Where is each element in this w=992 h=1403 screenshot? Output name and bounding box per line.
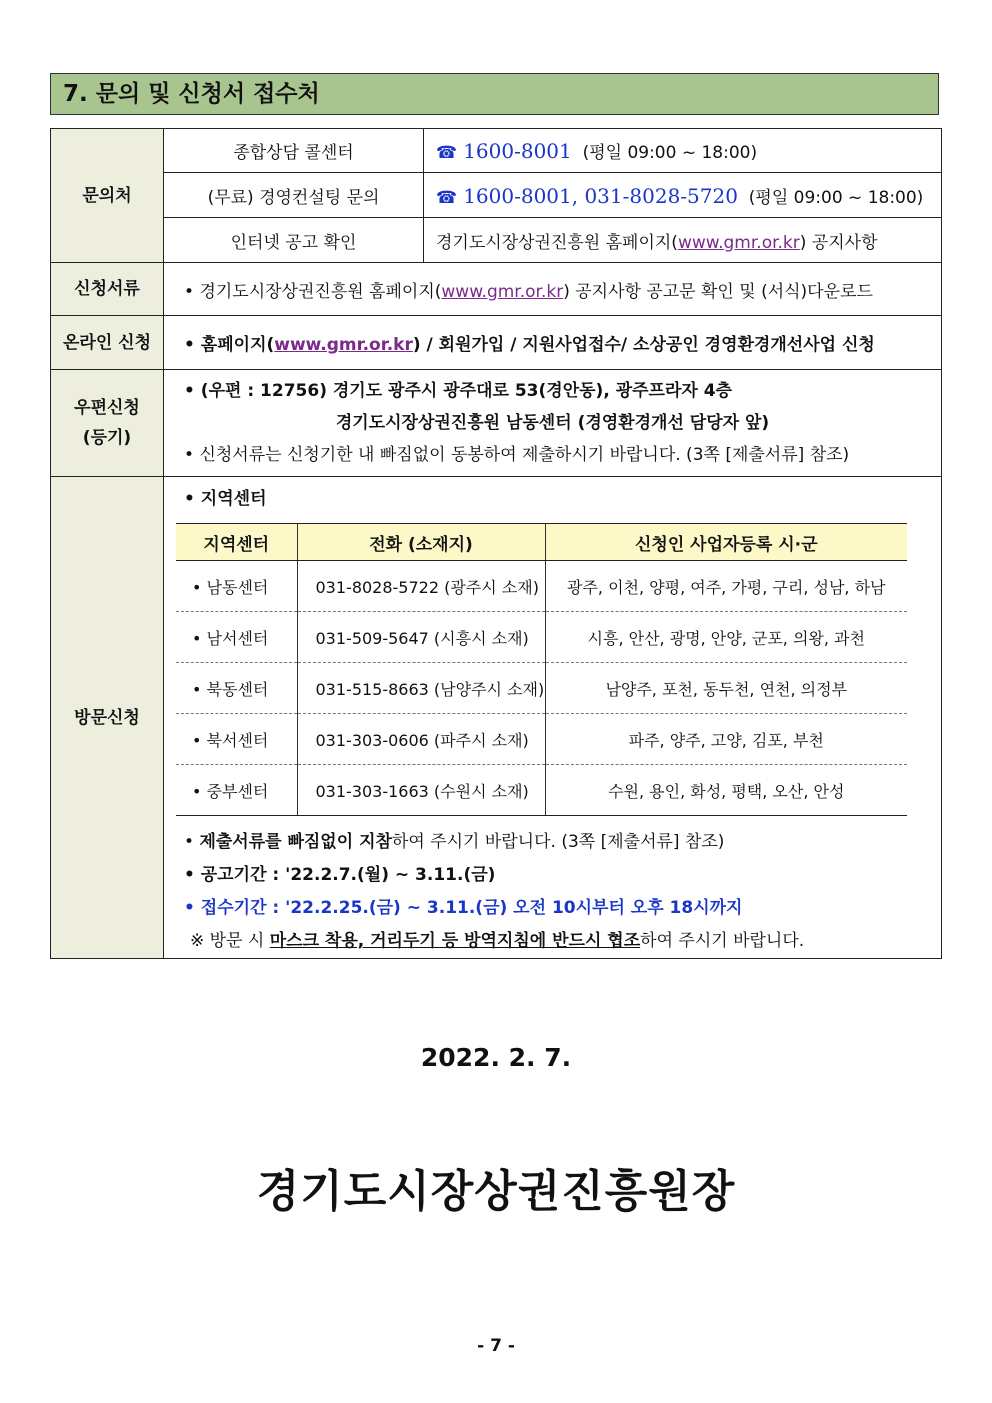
phone-number: 1600-8001, 031-8028-5720 [463, 183, 738, 208]
center-areas: 파주, 양주, 고양, 김포, 부천 [545, 714, 907, 765]
text: 경기도시장상권진흥원 홈페이지( [436, 232, 678, 253]
center-areas: 광주, 이천, 양평, 여주, 가평, 구리, 성남, 하남 [545, 561, 907, 612]
bullet: • [184, 445, 200, 465]
bullet: • [184, 381, 201, 401]
bullet: • [184, 489, 201, 509]
table-row [176, 663, 907, 714]
center-name: • 중부센터 [176, 765, 297, 816]
online-label: 온라인 신청 [51, 316, 164, 370]
mail-content [164, 370, 942, 477]
bullet: • [184, 281, 200, 302]
table-row [176, 561, 907, 612]
table-row [176, 714, 907, 765]
mail-recipient: 경기도시장상권진흥원 남동센터 (경영환경개선 담당자 앞) [335, 413, 770, 433]
mail-row [51, 370, 942, 477]
note-bold: 제출서류를 빠짐없이 지참 [199, 832, 392, 852]
center-areas: 수원, 용인, 화성, 평택, 오산, 안성 [545, 765, 907, 816]
center-name-text: 중부센터 [206, 781, 269, 801]
contact-table [50, 128, 942, 959]
text: ) 공지사항 [799, 232, 878, 253]
organization-signature: 경기도시장상권진흥원장 [256, 1166, 736, 1217]
phone-icon: ☎ [436, 187, 458, 208]
inquiry-contact [424, 218, 942, 263]
inquiry-row-callcenter [51, 129, 942, 173]
center-areas: 남양주, 포천, 동두천, 연천, 의정부 [545, 663, 907, 714]
text: 홈페이지( [200, 335, 275, 355]
center-name-text: 북동센터 [206, 679, 269, 699]
center-name: • 북서센터 [176, 714, 297, 765]
page-number: - 7 - [477, 1336, 515, 1356]
visit-note-quarantine [164, 925, 941, 958]
centers-title: 지역센터 [200, 489, 267, 509]
table-row [176, 765, 907, 816]
note-text: 하여 주시기 바랍니다. (3쪽 [제출서류] 참조) [391, 832, 725, 852]
center-name: • 남서센터 [176, 612, 297, 663]
visit-content [164, 477, 942, 959]
mail-label-line2: (등기) [82, 428, 132, 448]
visit-label: 방문신청 [51, 477, 164, 959]
center-name: • 남동센터 [176, 561, 297, 612]
homepage-link[interactable]: www.gmr.or.kr [677, 232, 800, 253]
centers-table [176, 523, 907, 816]
inquiry-name: (무료) 경영컨설팅 문의 [164, 173, 424, 218]
text: ) 공지사항 공고문 확인 및 (서식)다운로드 [563, 281, 873, 302]
documents-row [51, 263, 942, 316]
note-emphasis: 마스크 착용, 거리두기 등 방역지침에 반드시 협조 [269, 931, 641, 951]
center-name-text: 남서센터 [206, 628, 269, 648]
inquiry-contact [424, 173, 942, 218]
document-date: 2022. 2. 7. [420, 1043, 572, 1072]
note-text: : '22.2.25.(금) ~ 3.11.(금) 오전 10시부터 오후 18시까지 [272, 898, 743, 918]
hours: (평일 09:00 ~ 18:00) [582, 143, 758, 163]
text: 경기도시장상권진흥원 홈페이지( [199, 281, 442, 302]
column-header: 신청인 사업자등록 시·군 [545, 524, 907, 561]
homepage-link[interactable]: www.gmr.or.kr [441, 281, 564, 302]
inquiry-name: 종합상담 콜센터 [164, 129, 424, 173]
note-text: 하여 주시기 바랍니다. [640, 931, 805, 951]
phone-icon: ☎ [436, 143, 458, 163]
center-name: • 북동센터 [176, 663, 297, 714]
visit-row [51, 477, 942, 959]
column-header: 전화 (소재지) [297, 524, 545, 561]
bullet: • [184, 335, 201, 355]
center-phone: 031-515-8663 (남양주시 소재) [297, 663, 545, 714]
visit-note-notice-period: • 공고기간 : '22.2.7.(월) ~ 3.11.(금) [184, 865, 496, 885]
center-name-text: 남동센터 [206, 577, 269, 597]
mail-label-line1: 우편신청 [74, 398, 140, 418]
mail-label [51, 370, 164, 477]
note-text: ※ 방문 시 [190, 931, 270, 951]
mail-note: 신청서류는 신청기한 내 빠짐없이 동봉하여 제출하시기 바랍니다. (3쪽 [제출서류] 참조) [199, 445, 850, 465]
inquiry-label: 문의처 [51, 129, 164, 263]
mail-address: (우편 : 12756) 경기도 광주시 광주대로 53(경안동), 광주프라자 4층 [200, 381, 732, 401]
center-phone: 031-8028-5722 (광주시 소재) [297, 561, 545, 612]
documents-label: 신청서류 [51, 263, 164, 316]
online-row [51, 316, 942, 370]
center-phone: 031-303-0606 (파주시 소재) [297, 714, 545, 765]
hours: (평일 09:00 ~ 18:00) [748, 187, 924, 208]
online-content [164, 316, 942, 370]
note-text: 공고기간 : '22.2.7.(월) ~ 3.11.(금) [200, 865, 496, 885]
phone-number: 1600-8001 [463, 139, 572, 163]
section-title: 7. 문의 및 신청서 접수처 [50, 73, 939, 115]
visit-note-documents: • 제출서류를 빠짐없이 지참하여 주시기 바랍니다. (3쪽 [제출서류] 참조) [184, 832, 725, 852]
center-phone: 031-509-5647 (시흥시 소재) [297, 612, 545, 663]
inquiry-contact [424, 129, 942, 173]
note-label: 접수기간 [200, 898, 267, 918]
center-name-text: 북서센터 [206, 730, 269, 750]
inquiry-name: 인터넷 공고 확인 [164, 218, 424, 263]
homepage-link[interactable]: www.gmr.or.kr [274, 335, 413, 355]
column-header: 지역센터 [176, 524, 297, 561]
text: ) / 회원가입 / 지원사업접수/ 소상공인 경영환경개선사업 신청 [412, 335, 875, 355]
documents-content [164, 263, 942, 316]
center-phone: 031-303-1663 (수원시 소재) [297, 765, 545, 816]
visit-note-receipt-period: • 접수기간 : '22.2.25.(금) ~ 3.11.(금) 오전 10시부터 오후 18시까지 [184, 898, 743, 918]
inquiry-row-consulting [51, 173, 942, 218]
table-row [176, 612, 907, 663]
inquiry-row-internet [51, 218, 942, 263]
center-areas: 시흥, 안산, 광명, 안양, 군포, 의왕, 과천 [545, 612, 907, 663]
